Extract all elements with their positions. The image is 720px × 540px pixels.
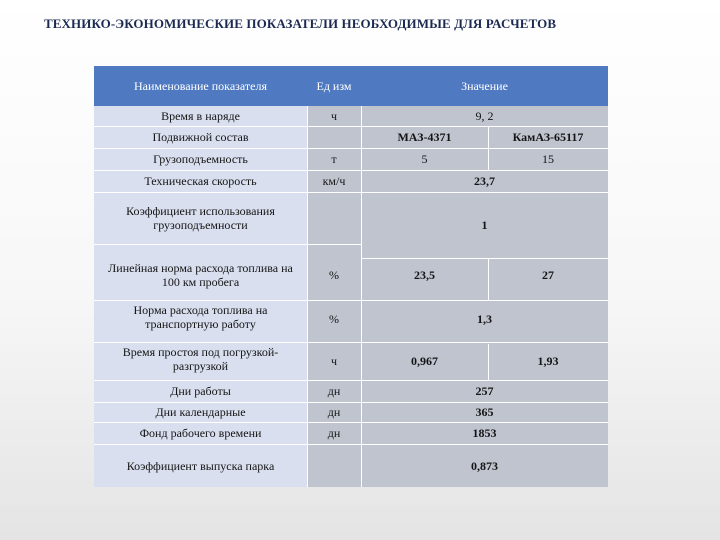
row-name-capacity-use: Коэффициент использования грузоподъемности: [126, 204, 275, 232]
grid-line: [361, 258, 608, 259]
row-value2-capacity: 15: [542, 152, 554, 166]
grid-line: [94, 380, 608, 381]
row-name-speed: Техническая скорость: [144, 174, 257, 188]
row-unit-work-fund: дн: [327, 426, 341, 440]
row-name-release: Коэффициент выпуска парка: [126, 458, 275, 473]
grid-line: [94, 422, 608, 423]
row-unit-rolling-stock: [307, 126, 361, 148]
row-value-release: 0,873: [471, 458, 498, 473]
grid-line: [94, 300, 608, 301]
grid-line: [94, 192, 608, 193]
grid-line: [488, 344, 489, 380]
grid-line: [94, 244, 361, 245]
row-name-fuel-transport: Норма расхода топлива на транспортную работу: [133, 303, 268, 331]
row-name-capacity: Грузоподъемность: [153, 152, 248, 166]
row-unit-capacity-use: [307, 192, 361, 244]
row-value1-capacity: 5: [421, 152, 428, 166]
header-unit: Ед изм: [307, 66, 361, 106]
row-name-calendar-days: Дни календарные: [155, 405, 246, 419]
grid-line: [361, 106, 362, 487]
grid-line: [94, 402, 608, 403]
row-unit-fuel-linear: %: [329, 268, 339, 282]
row-value-work-days: 257: [475, 384, 494, 398]
row-name-idle: Время простоя под погрузкой-разгрузкой: [122, 345, 279, 373]
row-unit-fuel-transport: %: [329, 312, 339, 326]
grid-line: [488, 258, 489, 300]
row-unit-work-days: дн: [327, 384, 341, 398]
row-unit-capacity: т: [331, 152, 337, 166]
row-name-work-time: Время в наряде: [161, 109, 240, 123]
row-name-work-days: Дни работы: [170, 384, 231, 398]
row-value-work-fund: 1853: [472, 426, 497, 440]
row-unit-speed: км/ч: [322, 174, 346, 188]
row-value2-fuel-linear: 27: [542, 268, 554, 282]
grid-line: [94, 342, 608, 343]
row-value-work-time: 9, 2: [475, 109, 494, 123]
row-value-capacity-use: 1: [481, 218, 488, 232]
page-title: ТЕХНИКО-ЭКОНОМИЧЕСКИЕ ПОКАЗАТЕЛИ НЕОБХОДИМЫЕ ДЛЯ РАСЧЕТОВ: [44, 16, 557, 31]
grid-line: [94, 148, 608, 149]
row-value1-rolling-stock: МАЗ-4371: [397, 130, 452, 144]
row-value2-idle: 1,93: [537, 354, 559, 368]
row-value1-fuel-linear: 23,5: [414, 268, 435, 282]
row-name-work-fund: Фонд рабочего времени: [139, 426, 262, 440]
row-unit-calendar-days: дн: [327, 405, 341, 419]
row-name-rolling-stock: Подвижной состав: [152, 130, 249, 144]
indicators-table: [94, 66, 608, 487]
header-value: Значение: [361, 66, 608, 106]
row-unit-release: [307, 444, 361, 487]
grid-line: [94, 126, 608, 127]
grid-line: [307, 106, 308, 487]
row-value-calendar-days: 365: [475, 405, 494, 419]
row-value-speed: 23,7: [474, 174, 495, 188]
grid-line: [94, 170, 608, 171]
row-value1-idle: 0,967: [411, 354, 438, 368]
row-value-fuel-transport: 1,3: [477, 312, 492, 326]
row-unit-idle: ч: [330, 354, 338, 368]
grid-line: [94, 444, 608, 445]
row-value2-rolling-stock: КамАЗ-65117: [512, 130, 584, 144]
row-unit-work-time: ч: [330, 109, 338, 123]
row-name-fuel-linear: Линейная норма расхода топлива на 100 км пробега: [108, 261, 293, 289]
header-name: Наименование показателя: [94, 66, 307, 106]
